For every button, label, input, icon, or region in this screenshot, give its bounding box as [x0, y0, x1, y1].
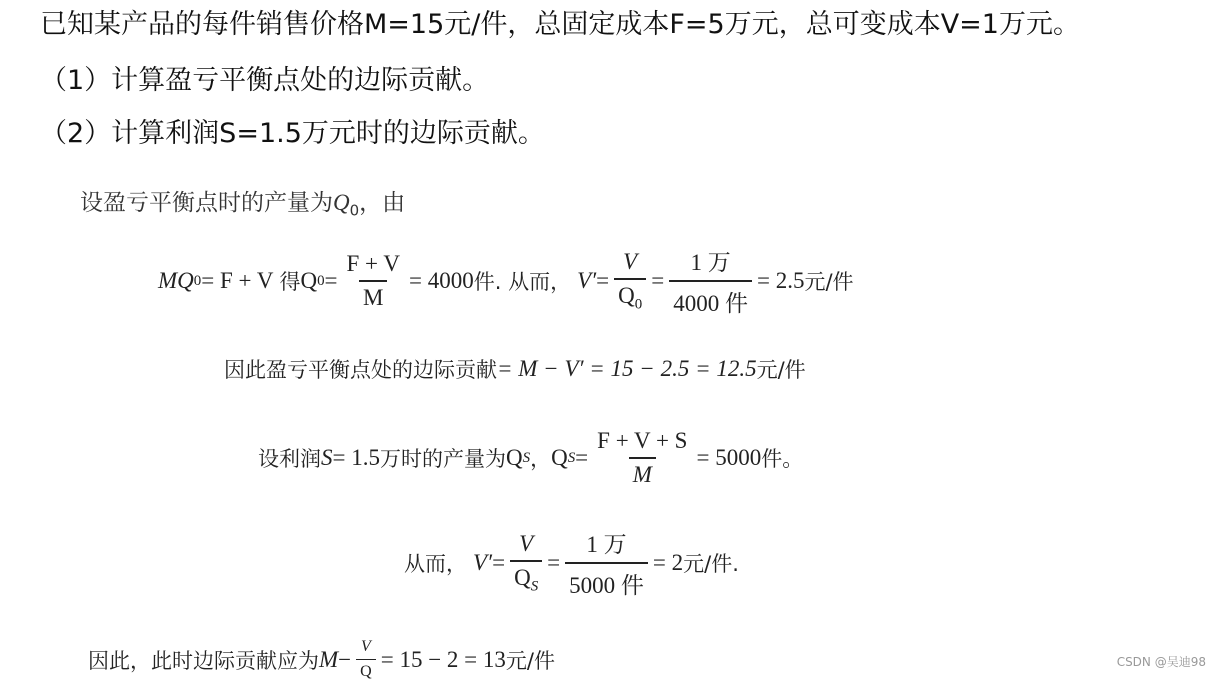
eq4-f2-den: 5000 件	[565, 562, 648, 600]
eq1-res1: = 4000	[408, 268, 474, 293]
eq4-fraction-1	[510, 531, 542, 596]
eq1-equals-2: =	[596, 268, 610, 293]
equation-4	[404, 526, 739, 600]
eq4-f2-num: 1 万	[586, 532, 627, 557]
eq3-tail: 件。	[761, 447, 804, 471]
eq1-f1-num: F + V	[346, 251, 400, 276]
eq1-fraction-1	[343, 251, 404, 311]
equation-2	[224, 354, 806, 384]
equation-3	[258, 428, 803, 488]
eq3-comma: ，	[530, 447, 552, 471]
eq5-f-den: Q	[356, 659, 376, 681]
eq3-res: = 5000	[696, 445, 762, 470]
eq1-de: 得	[279, 270, 301, 294]
eq5-pre: 因此，此时边际贡献应为	[88, 648, 319, 673]
eq5-f-num: V	[361, 638, 371, 655]
eq4-equals: =	[492, 550, 506, 575]
equation-1	[158, 244, 854, 318]
eq3-pre: 设利润	[258, 447, 321, 471]
eq3-qs-2: Q	[551, 445, 568, 470]
eq1-f2-den: Q	[618, 282, 635, 308]
question-line-2: （1）计算盈亏平衡点处的边际贡献。	[40, 65, 490, 96]
eq5-unit: 元/件	[505, 648, 555, 673]
question-line-1: 已知某产品的每件销售价格M=15元/件，总固定成本F=5万元，总可变成本V=1万元。	[40, 9, 1080, 40]
eq3-s: S	[321, 445, 333, 470]
eq3-qs-sub: S	[522, 449, 531, 466]
eq1-cong-er: . 从而，	[494, 270, 572, 294]
eq1-vprime: V′	[577, 268, 597, 293]
eq1-fraction-2	[614, 249, 646, 314]
eq3-den: M	[629, 457, 656, 488]
eq3-mid: = 1.5	[332, 445, 380, 470]
eq4-equals-2: =	[547, 550, 561, 575]
eq1-equals: =	[324, 268, 338, 293]
eq1-lhs: MQ	[158, 268, 194, 293]
eq4-vprime: V′	[473, 550, 493, 575]
eq5-res: = 15 − 2 = 13	[380, 646, 506, 672]
eq1-mid: = F + V	[201, 268, 274, 293]
eq4-pre: 从而，	[404, 552, 467, 576]
intro-sub: 0	[349, 201, 360, 220]
watermark: CSDN @吴迪98	[1116, 655, 1206, 669]
eq1-q0-sub: 0	[317, 272, 325, 289]
eq1-unit-jian: 件	[473, 270, 495, 294]
eq4-f1-den: Q	[514, 564, 531, 590]
intro-tail: ，由	[359, 190, 406, 216]
eq1-f2-den-sub: 0	[634, 296, 643, 313]
eq1-res2: = 2.5	[756, 268, 805, 293]
eq2-math: = M − V′ = 15 − 2.5 = 12.5	[497, 356, 757, 381]
eq1-equals-3: =	[651, 268, 665, 293]
eq5-minus: −	[338, 646, 352, 672]
eq1-f2-num: V	[623, 248, 638, 274]
intro-var: Q	[333, 190, 350, 215]
eq1-f1-den: M	[359, 280, 387, 311]
eq5-m: M	[319, 646, 339, 672]
eq1-q0: Q	[300, 268, 318, 293]
eq3-qs-sub-2: S	[567, 449, 576, 466]
eq1-sub: 0	[193, 272, 202, 289]
solution-intro	[80, 184, 405, 220]
eq3-fraction	[593, 428, 691, 488]
eq3-qs: Q	[505, 445, 523, 470]
eq3-equals: =	[575, 445, 589, 470]
eq2-unit: 元/件	[756, 358, 806, 382]
eq4-fraction-2	[565, 526, 648, 600]
eq4-f1-den-sub: S	[530, 578, 539, 595]
question-line-3: （2）计算利润S=1.5万元时的边际贡献。	[40, 118, 545, 149]
eq4-unit: 元/件.	[683, 552, 739, 576]
eq2-text: 因此盈亏平衡点处的边际贡献	[224, 358, 497, 382]
eq4-res: = 2	[652, 550, 684, 575]
eq4-f1-num: V	[519, 530, 534, 556]
equation-5	[88, 638, 555, 681]
eq1-unit: 元/件	[804, 270, 854, 294]
eq3-post: 万时的产量为	[379, 447, 506, 471]
intro-text: 设盈亏平衡点时的产量为	[80, 190, 333, 216]
eq3-num: F + V + S	[597, 428, 688, 453]
eq1-fraction-3	[669, 244, 752, 318]
eq1-f3-num: 1 万	[690, 250, 731, 275]
eq1-f3-den: 4000 件	[669, 280, 752, 318]
eq5-fraction	[356, 638, 376, 681]
